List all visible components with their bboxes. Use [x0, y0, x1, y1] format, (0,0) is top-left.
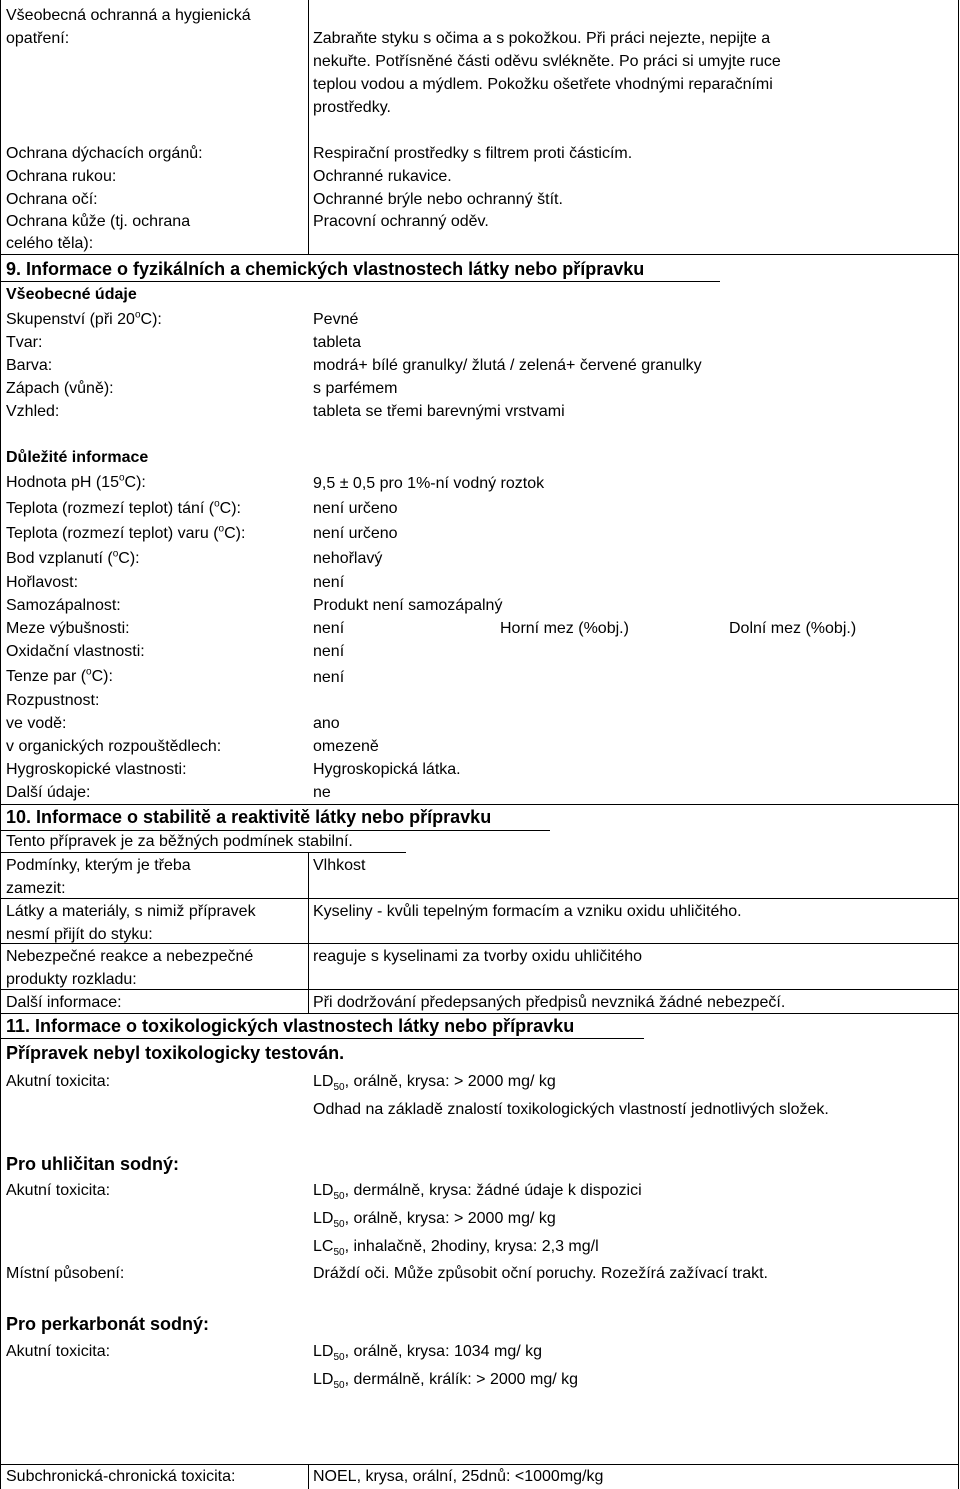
color-label: Barva: [6, 357, 53, 374]
skin-label-2: celého těla): [6, 235, 94, 252]
avoid-value: Vlhkost [313, 857, 366, 874]
hygiene-text-2: nekuřte. Potřísněné části oděvu svlékněte. Po práci si umyjte ruce [313, 53, 781, 70]
hands-value: Ochranné rukavice. [313, 168, 452, 185]
estimate-text: Odhad na základě znalostí toxikologických vlastností jednotlivých složek. [313, 1101, 829, 1118]
eyes-value: Ochranné brýle nebo ochranný štít. [313, 191, 563, 208]
skin-label-1: Ochrana kůže (tj. ochrana [6, 213, 191, 230]
decomp-label-2: produkty rozkladu: [6, 971, 137, 988]
chronic-column-divider [308, 1464, 309, 1489]
rule-under-s9-heading [0, 281, 720, 282]
rule-under-stable [0, 852, 406, 853]
melt-value: není určeno [313, 500, 398, 517]
hygro-value: Hygroskopická látka. [313, 761, 461, 778]
acute-value-1: $LD_{50}$, orálně, krysa: > 2000 mg/ kg [313, 1073, 556, 1094]
expl-label: Meze výbušnosti: [6, 620, 130, 637]
color-value: modrá+ bílé granulky/ žlutá / zelená+ červené granulky [313, 357, 702, 374]
hygiene-label [6, 6, 251, 25]
decomp-value: reaguje s kyselinami za tvorby oxidu uhličitého [313, 948, 643, 965]
water-value: ano [313, 715, 340, 732]
flash-label: Bod vzplanutí ($^o$C): [6, 548, 140, 567]
acute-label: Akutní toxicita: [6, 1073, 111, 1090]
soda-value-3: $LC_{50}$, inhalačně, 2hodiny, krysa: 2,3 mg/l [313, 1238, 599, 1259]
hygiene-text-1: Zabraňte styku s očima a s pokožkou. Při práci nejezte, nepijte a [313, 30, 771, 47]
ph-label: Hodnota pH (15$^o$C): [6, 472, 146, 491]
perc-value-2: $LD_{50}$, dermálně, králík: > 2000 mg/ kg [313, 1371, 579, 1392]
rule-row-decomp [0, 989, 959, 990]
oxid-value: není [313, 643, 345, 660]
form-label: Tvar: [6, 334, 43, 351]
melt-label: Teplota (rozmezí teplot) tání ($^o$C): [6, 498, 241, 517]
water-label: ve vodě: [6, 715, 67, 732]
form-value: tableta [313, 334, 362, 351]
skin-value: Pracovní ochranný oděv. [313, 213, 489, 230]
perc-heading: Pro perkarbonát sodný: [6, 1314, 210, 1334]
s9-heading: 9. Informace o fyzikálních a chemických vlastnostech látky nebo přípravku [6, 259, 645, 279]
resp-value: Respirační prostředky s filtrem proti částicím. [313, 145, 633, 162]
selfign-label: Samozápalnost: [6, 597, 121, 614]
s11-heading: 11. Informace o toxikologických vlastnostech látky nebo přípravku [6, 1016, 575, 1036]
frame-left [0, 0, 1, 1489]
s10-heading: 10. Informace o stabilitě a reaktivitě látky nebo přípravku [6, 807, 492, 827]
frame-right [958, 0, 959, 1489]
flash-value: nehořlavý [313, 550, 383, 567]
other-value: ne [313, 784, 331, 801]
flam-label: Hořlavost: [6, 574, 79, 591]
hands-label: Ochrana rukou: [6, 168, 117, 185]
avoid-label-1: Podmínky, kterým je třeba [6, 857, 191, 874]
organic-label: v organických rozpouštědlech: [6, 738, 222, 755]
chronic-value: NOEL, krysa, orální, 25dnů: <1000mg/kg [313, 1468, 604, 1485]
soda-acute-label: Akutní toxicita: [6, 1182, 111, 1199]
perc-value-1: $LD_{50}$, orálně, krysa: 1034 mg/ kg [313, 1343, 543, 1364]
look-value: tableta se třemi barevnými vrstvami [313, 403, 565, 420]
vapor-label: Tenze par ($^o$C): [6, 666, 113, 685]
ph-value: 9,5 ± 0,5 pro 1%-ní vodný roztok [313, 475, 545, 492]
boil-label: Teplota (rozmezí teplot) varu ($^o$C): [6, 523, 246, 542]
materials-label-1: Látky a materiály, s nimiž přípravek [6, 903, 256, 920]
stable-text: Tento přípravek je za běžných podmínek stabilní. [6, 833, 353, 850]
odor-value: s parfémem [313, 380, 398, 397]
soda-value-1: $LD_{50}$, dermálně, krysa: žádné údaje k dispozici [313, 1182, 642, 1203]
rule-before-s9 [0, 254, 959, 255]
hygiene-label-2 [6, 29, 69, 48]
odor-label: Zápach (vůně): [6, 380, 114, 397]
expl-value: není [313, 620, 345, 637]
eyes-label: Ochrana očí: [6, 191, 98, 208]
sol-label: Rozpustnost: [6, 692, 100, 709]
general-heading: Všeobecné údaje [6, 286, 137, 303]
vapor-value: není [313, 669, 345, 686]
rule-under-s10-heading [0, 830, 550, 831]
organic-value: omezeně [313, 738, 379, 755]
expl-upper: Horní mez (%obj.) [500, 620, 629, 637]
top-column-divider [308, 0, 309, 254]
avoid-label-2: zamezit: [6, 880, 66, 897]
chronic-label: Subchronická-chronická toxicita: [6, 1468, 236, 1485]
rule-before-chronic [0, 1464, 959, 1465]
local-value: Dráždí oči. Může způsobit oční poruchy. Rozežírá zažívací trakt. [313, 1265, 768, 1282]
state-value: Pevné [313, 311, 359, 328]
hygiene-label-line2: opatření: [6, 30, 70, 47]
selfign-value: Produkt není samozápalný [313, 597, 503, 614]
resp-label: Ochrana dýchacích orgánů: [6, 145, 203, 162]
local-label: Místní působení: [6, 1265, 125, 1282]
rule-before-s10 [0, 804, 959, 805]
not-tested: Přípravek nebyl toxikologicky testován. [6, 1043, 345, 1063]
hygro-label: Hygroskopické vlastnosti: [6, 761, 187, 778]
important-heading: Důležité informace [6, 449, 149, 466]
state-label: Skupenství (při 20$^o$C): [6, 309, 162, 328]
materials-value: Kyseliny - kvůli tepelným formacím a vzniku oxidu uhličitého. [313, 903, 742, 920]
boil-value: není určeno [313, 525, 398, 542]
hygiene-text-3: teplou vodou a mýdlem. Pokožku ošetřete vhodnými reparačními [313, 76, 773, 93]
soda-heading: Pro uhličitan sodný: [6, 1154, 180, 1174]
s10-column-divider [308, 852, 309, 1013]
flam-value: není [313, 574, 345, 591]
decomp-label-1: Nebezpečné reakce a nebezpečné [6, 948, 254, 965]
expl-lower: Dolní mez (%obj.) [729, 620, 857, 637]
rule-before-s11 [0, 1013, 959, 1014]
info-label: Další informace: [6, 994, 122, 1011]
hygiene-text-4: prostředky. [313, 99, 391, 116]
soda-value-2: $LD_{50}$, orálně, krysa: > 2000 mg/ kg [313, 1210, 556, 1231]
info-value: Při dodržování předepsaných předpisů nevzniká žádné nebezpečí. [313, 994, 786, 1011]
materials-label-2: nesmí přijít do styku: [6, 926, 153, 943]
other-label: Další údaje: [6, 784, 91, 801]
rule-under-s11-heading [0, 1038, 644, 1039]
rule-row-avoid [0, 898, 959, 899]
look-label: Vzhled: [6, 403, 60, 420]
oxid-label: Oxidační vlastnosti: [6, 643, 145, 660]
perc-acute-label: Akutní toxicita: [6, 1343, 111, 1360]
hygiene-label-line1: Všeobecná ochranná a hygienická [6, 7, 251, 24]
